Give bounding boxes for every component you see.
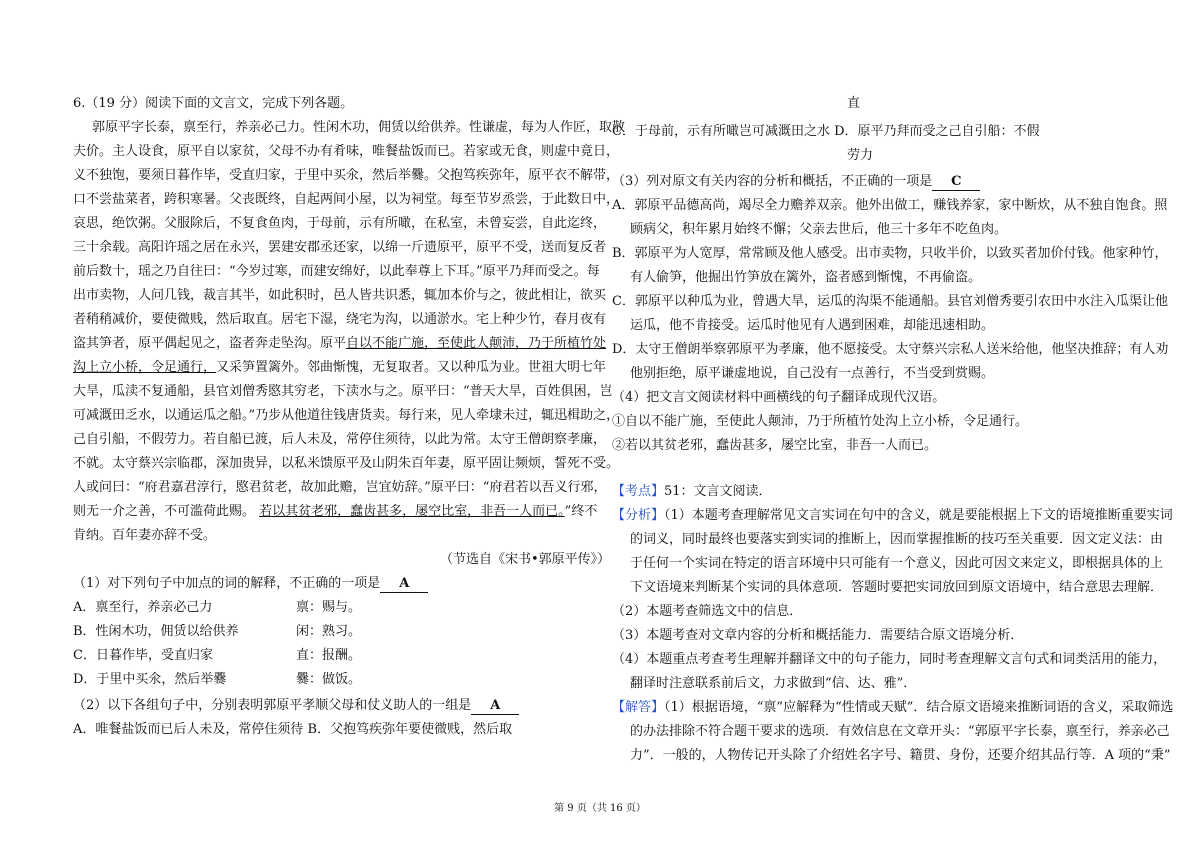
passage-line — [73, 504, 597, 520]
answer-line: 力”．一般的，人物传记开头除了介绍姓名字号、籍贯、身份，还要介绍其品行等．A 项的“秉” — [630, 748, 1171, 763]
passage-text: ”终不 — [564, 504, 598, 519]
question-text: （3）列对原文有关内容的分析和概括，不正确的一项是 — [612, 174, 933, 189]
question-1 — [73, 576, 428, 593]
jieda-tag: 【解答】 — [612, 700, 665, 715]
analysis-line: （4）本题重点考查考生理解并翻译文中的句子能力，同时考查理解文言句式和词类活用的能力， — [612, 652, 1167, 667]
passage-text: 又采笋置篱外。邻曲惭愧，无复取者。又以种瓜为业。世祖大明七年 — [216, 360, 607, 375]
question-text: （1）对下列句子中加点的词的解释，不正确的一项是 — [73, 576, 381, 591]
option-text: C．郭原平以种瓜为业，曾遇大旱，运瓜的沟渠不能通船。县官刘僧秀要引农田中水注入瓜渠让他 — [612, 294, 1168, 309]
continuation-text: 劳力 — [847, 148, 874, 163]
option-text: D．太守王僧朗举察郭原平为孝廉，他不愿接受。太守蔡兴宗私人送米给他，他坚决推辞；有人劝 — [612, 342, 1169, 357]
option-explanation: 直：报酬。 — [296, 648, 362, 663]
answer-blank: C — [932, 174, 980, 191]
passage-line — [73, 360, 606, 376]
kaodian-section — [612, 484, 772, 500]
passage-text: 盗其笋者，原平偶起见之，盗者奔走坠沟。原平 — [73, 336, 347, 351]
fenxi-tag: 【分析】 — [612, 508, 665, 523]
passage-text: 则无一介之善，不可滥荷此赐。 — [73, 504, 256, 519]
passage-line: 前后数十，瑶之乃自往曰：“今岁过寒，而建安绵好，以此奉尊上下耳。”原平乃拜而受之。每 — [73, 264, 600, 279]
jieda-section — [612, 700, 1173, 716]
passage-line: 大旱，瓜渎不复通船，县官刘僧秀愍其穷老，下渎水与之。原平曰：“普天大旱，百姓俱困，岂 — [73, 384, 613, 399]
option-text: C．日暮作毕，受直归家 — [73, 648, 213, 663]
passage-line: 出市卖物，人问几钱，裁言其半，如此积时，邑人皆共识悉，辄加本价与之，彼此相让，欲买 — [73, 288, 607, 303]
analysis-line: 的词义，同时最终也要落实到实词的推断上，因而掌握推断的技巧至关重要．因文定义法：由 — [630, 532, 1164, 547]
passage-line: 义不独饱，要须日暮作毕，受直归家，于里中买氽，然后举爨。父抱笃疾弥年，原平衣不解带， — [73, 168, 620, 183]
continuation-text: 直 — [847, 96, 861, 111]
passage-line: 三十余载。高阳许瑶之居在永兴，罢建安郡丞还家，以绵一斤遗原平，原平不受，送而复反者 — [73, 240, 607, 255]
passage-line: 口不尝盐菜者，跨积寒暑。父丧既终，自起两间小屋，以为祠堂。每至节岁烝尝，于此数日中， — [73, 192, 620, 207]
underlined-sentence: 自以不能广施，至使此人颠沛，乃于所植竹处 — [346, 336, 607, 351]
passage-line: 人或问曰：“府君嘉君淳行，愍君贫老，故加此赡，岂宜妨辞。”原平曰：“府君若以吾义行邪， — [73, 480, 607, 495]
passage-line: 哀思，绝饮粥。父服除后，不复食鱼肉，于母前，示有所噉，在私室，未曾妄尝，自此迄终， — [73, 216, 607, 231]
option-text: 顾病父，积年累月始终不懈；父亲去世后，他三十多年不吃鱼肉。 — [630, 222, 1008, 237]
kaodian-tag: 【考点】 — [612, 484, 665, 499]
kaodian-text: 51：文言文阅读． — [664, 484, 772, 499]
option-explanation: 禀：赐与。 — [296, 600, 362, 615]
question-4: （4）把文言文阅读材料中画横线的句子翻译成现代汉语。 — [612, 390, 946, 405]
analysis-line: 于任何一个实词在特定的语言环境中只可能有一个意义，因此可因文来定义，即根据具体的上 — [630, 556, 1164, 571]
option-text: 运瓜，他不肯接受。运瓜时他见有人遇到困难，却能迅速相助。 — [630, 318, 995, 333]
option-text: 他别拒绝，原平谦虚地说，自己没有一点善行，不当受到赏赐。 — [630, 366, 995, 381]
question-text: （2）以下各组句子中，分别表明郭原平孝顺父母和仗义助人的一组是 — [73, 698, 472, 713]
question-2 — [73, 698, 519, 715]
option-text: C．于母前，示有所噉岂可减溉田之水 D．原平乃拜而受之己自引船：不假 — [612, 124, 1040, 139]
option-explanation: 爨：做饭。 — [296, 672, 362, 687]
passage-line: 郭原平字长泰，禀至行，养亲必己力。性闲木功，佣赁以给供养。性谦虚，每为人作匠，取散 — [92, 120, 626, 135]
option-text: B．郭原平为人宽厚，常常顾及他人感受。出市卖物，只收半价，以致买者加价付钱。他家种竹， — [612, 246, 1168, 261]
answer-line: 的办法排除不符合题干要求的选项．有效信息在文章开头：“郭原平字长泰，禀至行，养亲必己 — [630, 724, 1170, 739]
analysis-line: 下文语境来判断某个实词的具体意项．答题时要把实词放回到原文语境中，结合意思去理解． — [630, 580, 1164, 595]
analysis-line: 翻译时注意联系前后文，力求做到“信、达、雅”． — [630, 676, 917, 691]
passage-line — [73, 336, 606, 352]
translation-item: ①自以不能广施，至使此人颠沛，乃于所植竹处沟上立小桥，令足通行。 — [612, 414, 1029, 429]
option-explanation: 闲：熟习。 — [296, 624, 362, 639]
question-3 — [612, 174, 980, 191]
option-text: 有人偷笋，他掘出竹笋放在篱外，盗者感到惭愧，不再偷盗。 — [630, 270, 982, 285]
question-title: 6.（19 分）阅读下面的文言文，完成下列各题。 — [73, 96, 354, 111]
option-text: B．性闲木功，佣赁以给供养 — [73, 624, 239, 639]
analysis-line: （1）本题考查理解常见文言实词在句中的含义，就是要能根据上下文的语境推断重要实词 — [664, 508, 1173, 523]
analysis-line: （2）本题考查筛选文中的信息． — [612, 604, 803, 619]
answer-blank: A — [471, 698, 519, 715]
fenxi-section — [612, 508, 1173, 524]
translation-item: ②若以其贫老邪，蠢齿甚多，屡空比室，非吾一人而已。 — [612, 438, 938, 453]
answer-line: （1）根据语境，“禀”应解释为“性情或天赋”．结合原文语境来推断词语的含义，采取筛选 — [664, 700, 1174, 715]
analysis-line: （3）本题考查对文章内容的分析和概括能力．需要结合原文语境分析． — [612, 628, 1024, 643]
option-text: A．禀至行，养亲必己力 — [73, 600, 213, 615]
passage-line: 者稍稍减价，要使微贱，然后取直。居宅下湿，绕宅为沟，以通淤水。宅上种少竹，春月夜有 — [73, 312, 607, 327]
passage-line: 己自引船，不假劳力。若自船已渡，后人未及，常停住须待，以此为常。太守王僧朗察孝廉， — [73, 432, 607, 447]
passage-line: 可减溉田乏水，以通运瓜之船。”乃步从他道往钱唐货卖。每行来，见人牵埭未过，辄迅楫助之， — [73, 408, 620, 423]
option-text: A．唯餐盐饭而已后人未及，常停住须待 B．父抱笃疾弥年要使微贱，然后取 — [73, 722, 513, 737]
passage-line: 夫价。主人设食，原平自以家贫，父母不办有肴味，唯餐盐饭而已。若家或无食，则虚中竟日， — [73, 144, 620, 159]
passage-line: 不就。太守蔡兴宗临郡，深加贵异，以私米馈原平及山阴朱百年妻，原平固让频烦，誓死不受。 — [73, 456, 620, 471]
answer-blank: A — [380, 576, 428, 593]
option-text: D．于里中买氽，然后举爨 — [73, 672, 227, 687]
option-text: A．郭原平品德高尚，竭尽全力赡养双亲。他外出做工，赚钱养家，家中断炊，从不独自饱食。照 — [612, 198, 1168, 213]
page-footer: 第 9 页（共 16 页） — [554, 803, 646, 814]
underlined-sentence: 沟上立小桥，令足通行， — [73, 360, 217, 375]
passage-line: 肯纳。百年妻亦辞不受。 — [73, 528, 217, 543]
underlined-sentence: 若以其贫老邪，蠢齿甚多，屡空比室，非吾一人而已。 — [259, 504, 565, 519]
source-citation: （节选自《宋书•郭原平传》） — [440, 552, 611, 567]
